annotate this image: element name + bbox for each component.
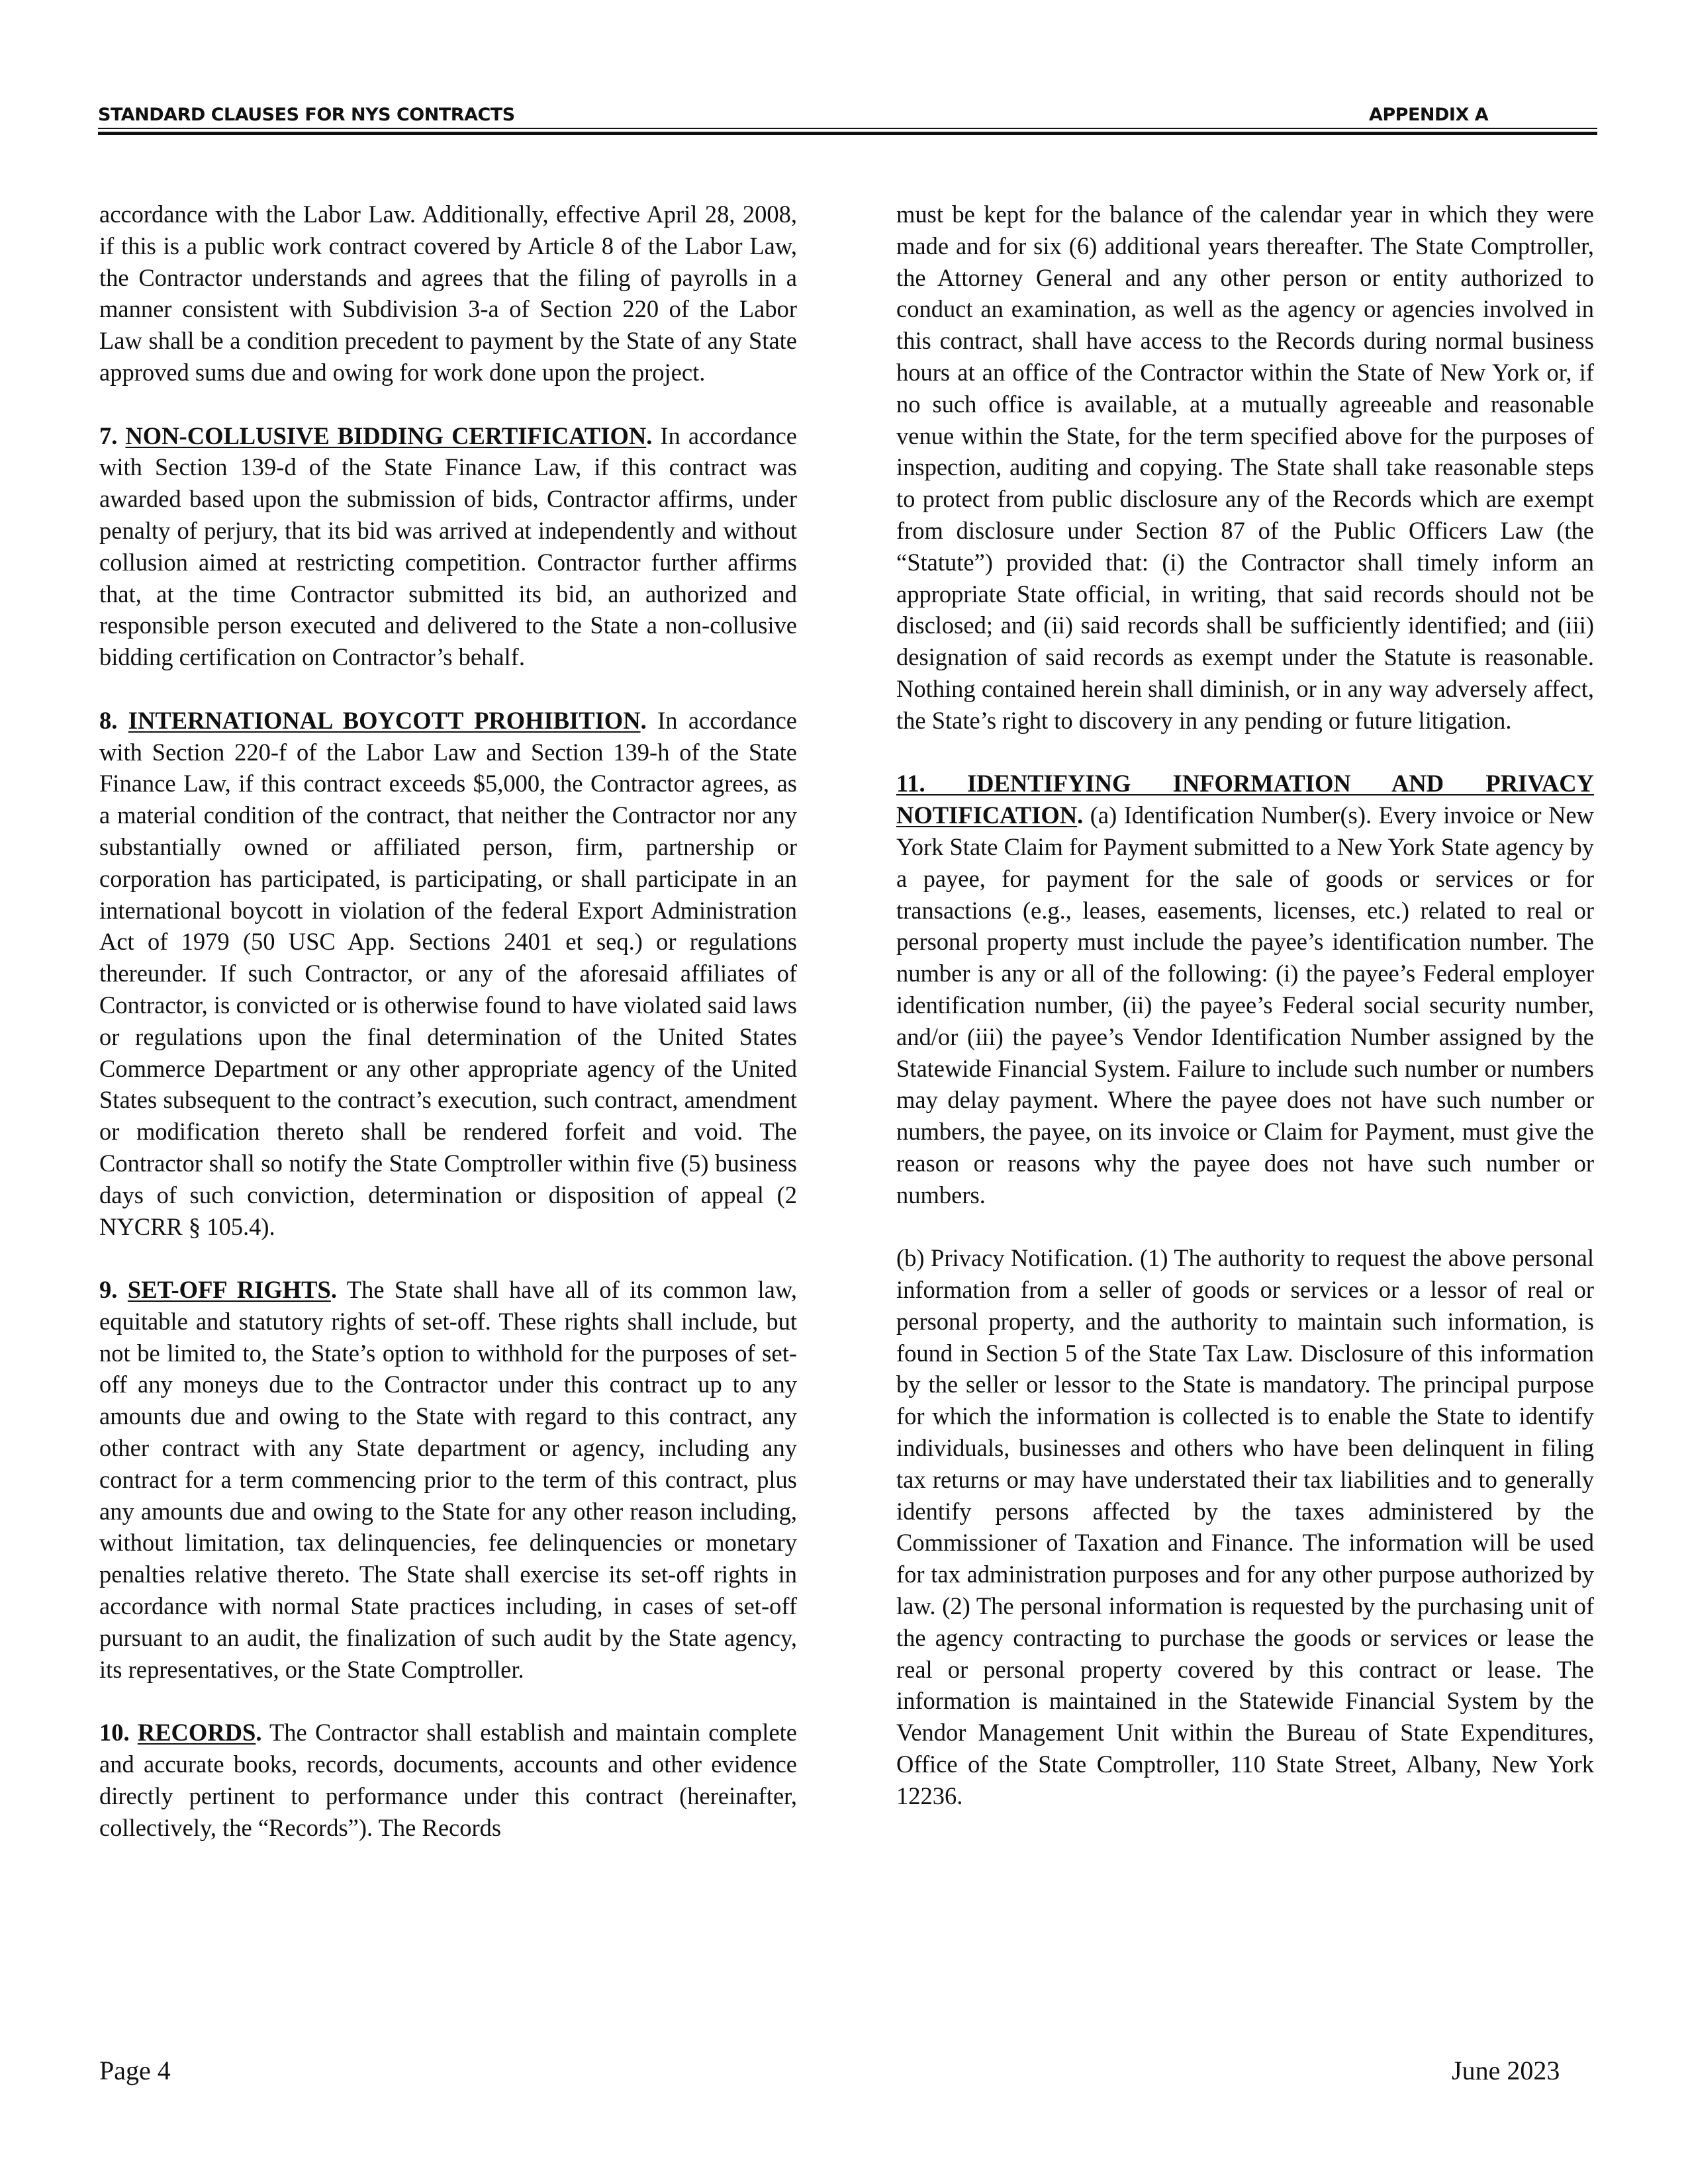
section-10-number: 10. bbox=[99, 1719, 130, 1747]
section-11b-body: (b) Privacy Notification. (1) The authority to request the above personal information from a seller of goods or services or a lessor of real or personal property, and the authority to maintain such information, is found in Section 5 of the State Tax Law. Disclosure of this information by the seller or lessor to the State is mandatory. The principal purpose for which the information is collected is to enable the State to identify individuals, businesses and others who have been delinquent in filing tax returns or may have understated their tax liabilities and to generally identify persons affected by the taxes administered by the Commissioner of Taxation and Finance. The information will be used for tax administration purposes and for any other purpose authorized by law. (2) The personal information is requested by the purchasing unit of the agency contracting to purchase the goods or services or lease the real or personal property covered by this contract or lease. The information is maintained in the Statewide Financial System by the Vendor Management Unit within the Bureau of State Expenditures, Office of the State Comptroller, 110 State Street, Albany, New York 12236. bbox=[896, 1244, 1594, 1809]
header-rule-thin bbox=[98, 128, 1597, 129]
intro-text: accordance with the Labor Law. Additionally, effective April 28, 2008, if this is a public work contract covered by Article 8 of the Labor Law, the Contractor understands and agrees that the filing of payrolls in a manner consistent with Subdivision 3-a of Section 220 of the Labor Law shall be a condition precedent to payment by the State of any State approved sums due and owing for work done upon the project. bbox=[99, 201, 797, 386]
section-9-number: 9. bbox=[99, 1276, 118, 1304]
section-10-title: RECORDS bbox=[137, 1719, 256, 1747]
revision-date: June 2023 bbox=[1452, 2056, 1560, 2085]
section-10-body: The Contractor shall establish and maintain complete and accurate books, records, documents, accounts and other evidence directly pertinent to performance under this contract (hereinafter, collectively, the “Records”). The Records bbox=[99, 1719, 797, 1841]
section-7-number: 7. bbox=[99, 422, 118, 449]
section-9-title: SET-OFF RIGHTS bbox=[127, 1276, 331, 1304]
section-8-title: INTERNATIONAL BOYCOTT PROHIBITION bbox=[128, 706, 641, 734]
section-9: 9. SET-OFF RIGHTS. The State shall have all of its common law, equitable and statutory rights of set-off. These rights shall include, but not be limited to, the State’s option to withhold for the purposes of set-off any moneys due to the Contractor under this contract up to any amounts due and owing to the State with regard to this contract, any other contract with any State department or agency, including any contract for a term commencing prior to the term of this contract, plus any amounts due and owing to the State for any other reason including, without limitation, tax delinquencies, fee delinquencies or monetary penalties relative thereto. The State shall exercise its set-off rights in accordance with normal State practices including, in cases of set-off pursuant to an audit, the finalization of such audit by the State agency, its representatives, or the State Comptroller. bbox=[99, 1276, 797, 1683]
right-column bbox=[896, 199, 1594, 1812]
left-column bbox=[99, 199, 797, 1843]
section-10-continuation bbox=[896, 199, 1594, 737]
section-7-title: NON-COLLUSIVE BIDDING CERTIFICATION bbox=[125, 422, 647, 449]
section-8: 8. INTERNATIONAL BOYCOTT PROHIBITION. In accordance with Section 220-f of the Labor Law and Section 139-h of the State Finance Law, if this contract exceeds $5,000, the Contractor agrees, as a material condition of the contract, that neither the Contractor nor any substantially owned or affiliated person, firm, partnership or corporation has participated, is participating, or shall participate in an international boycott in violation of the federal Export Administration Act of 1979 (50 USC App. Sections 2401 et seq.) or regulations thereunder. If such Contractor, or any of the aforesaid affiliates of Contractor, is convicted or is otherwise found to have violated said laws or regulations upon the final determination of the United States Commerce Department or any other appropriate agency of the United States subsequent to the contract’s execution, such contract, amendment or modification thereto shall be rendered forfeit and void. The Contractor shall so notify the State Comptroller within five (5) business days of such conviction, determination or disposition of appeal (2 NYCRR § 105.4). bbox=[99, 706, 797, 1240]
section-7: 7. NON-COLLUSIVE BIDDING CERTIFICATION. In accordance with Section 139-d of the State Finance Law, if this contract was awarded based upon the submission of bids, Contractor affirms, under penalty of perjury, that its bid was arrived at independently and without collusion aimed at restricting competition. Contractor further affirms that, at the time Contractor submitted its bid, an authorized and responsible person executed and delivered to the State a non-collusive bidding certification on Contractor’s behalf. bbox=[99, 422, 798, 671]
header-rule-thick bbox=[98, 132, 1597, 135]
section-7-body: In accordance with Section 139-d of the State Finance Law, if this contract was awarded based upon the submission of bids, Contractor affirms, under penalty of perjury, that its bid was arrived at independently and without collusion aimed at restricting competition. Contractor further affirms that, at the time Contractor submitted its bid, an authorized and responsible person executed and delivered to the State a non-collusive bidding certification on Contractor’s behalf. bbox=[99, 422, 798, 671]
section-9-body: The State shall have all of its common law, equitable and statutory rights of set-off. These rights shall include, but not be limited to, the State’s option to withhold for the purposes of set-off any moneys due to the Contractor under this contract up to any amounts due and owing to the State with regard to this contract, any other contract with any State department or agency, including any contract for a term commencing prior to the term of this contract, plus any amounts due and owing to the State for any other reason including, without limitation, tax delinquencies, fee delinquencies or monetary penalties relative thereto. The State shall exercise its set-off rights in accordance with normal State practices including, in cases of set-off pursuant to an audit, the finalization of such audit by the State agency, its representatives, or the State Comptroller. bbox=[99, 1276, 797, 1683]
header-title: STANDARD CLAUSES FOR NYS CONTRACTS bbox=[98, 105, 515, 125]
section-8-number: 8. bbox=[99, 706, 118, 734]
section-8-body: In accordance with Section 220-f of the Labor Law and Section 139-h of the State Finance Law, if this contract exceeds $5,000, the Contractor agrees, as a material condition of the contract, that neither the Contractor nor any substantially owned or affiliated person, firm, partnership or corporation has participated, is participating, or shall participate in an international boycott in violation of the federal Export Administration Act of 1979 (50 USC App. Sections 2401 et seq.) or regulations thereunder. If such Contractor, or any of the aforesaid affiliates of Contractor, is convicted or is otherwise found to have violated said laws or regulations upon the final determination of the United States Commerce Department or any other appropriate agency of the United States subsequent to the contract’s execution, such contract, amendment or modification thereto shall be rendered forfeit and void. The Contractor shall so notify the State Comptroller within five (5) business days of such conviction, determination or disposition of appeal (2 NYCRR § 105.4). bbox=[99, 706, 797, 1240]
section-11a-body: (a) Identification Number(s). Every invoice or New York State Claim for Payment submitted to a New York State agency by a payee, for payment for the sale of goods or services or for transactions (e.g., leases, easements, licenses, etc.) related to real or personal property must include the payee’s identification number. The number is any or all of the following: (i) the payee’s Federal employer identification number, (ii) the payee’s Federal social security number, and/or (iii) the payee’s Vendor Identification Number assigned by the Statewide Financial System. Failure to include such number or numbers may delay payment. Where the payee does not have such number or numbers, the payee, on its invoice or Claim for Payment, must give the reason or reasons why the payee does not have such number or numbers. bbox=[896, 801, 1594, 1208]
section-10: 10. RECORDS. The Contractor shall establish and maintain complete and accurate books, records, documents, accounts and other evidence directly pertinent to performance under this contract (hereinafter, collectively, the “Records”). The Records bbox=[99, 1719, 797, 1841]
header-appendix: APPENDIX A bbox=[1369, 105, 1489, 125]
section-11-title: 11. IDENTIFYING INFORMATION AND PRIVACY NOTIFICATION bbox=[896, 770, 1594, 829]
intro-paragraph bbox=[99, 199, 797, 388]
running-header bbox=[98, 99, 1597, 126]
page-number: Page 4 bbox=[99, 2056, 171, 2085]
section-11a: 11. IDENTIFYING INFORMATION AND PRIVACY NOTIFICATION. (a) Identification Number(s). Every invoice or New York State Claim for Payment submitted to a New York State agency by a payee, for payment for the sale of goods or services or for transactions (e.g., leases, easements, licenses, etc.) related to real or personal property must include the payee’s identification number. The number is any or all of the following: (i) the payee’s Federal employer identification number, (ii) the payee’s Federal social security number, and/or (iii) the payee’s Vendor Identification Number assigned by the Statewide Financial System. Failure to include such number or numbers may delay payment. Where the payee does not have such number or numbers, the payee, on its invoice or Claim for Payment, must give the reason or reasons why the payee does not have such number or numbers. bbox=[896, 770, 1594, 1208]
section-11b bbox=[896, 1242, 1594, 1811]
records-continuation-text: must be kept for the balance of the calendar year in which they were made and for six (6) additional years thereafter. The State Comptroller, the Attorney General and any other person or entity authorized to conduct an examination, as well as the agency or agencies involved in this contract, shall have access to the Records during normal business hours at an office of the Contractor within the State of New York or, if no such office is available, at a mutually agreeable and reasonable venue within the State, for the term specified above for the purposes of inspection, auditing and copying. The State shall take reasonable steps to protect from public disclosure any of the Records which are exempt from disclosure under Section 87 of the Public Officers Law (the “Statute”) provided that: (i) the Contractor shall timely inform an appropriate State official, in writing, that said records should not be disclosed; and (ii) said records shall be sufficiently identified; and (iii) designation of said records as exempt under the Statute is reasonable. Nothing contained herein shall diminish, or in any way adversely affect, the State’s right to discovery in any pending or future litigation. bbox=[896, 201, 1594, 734]
